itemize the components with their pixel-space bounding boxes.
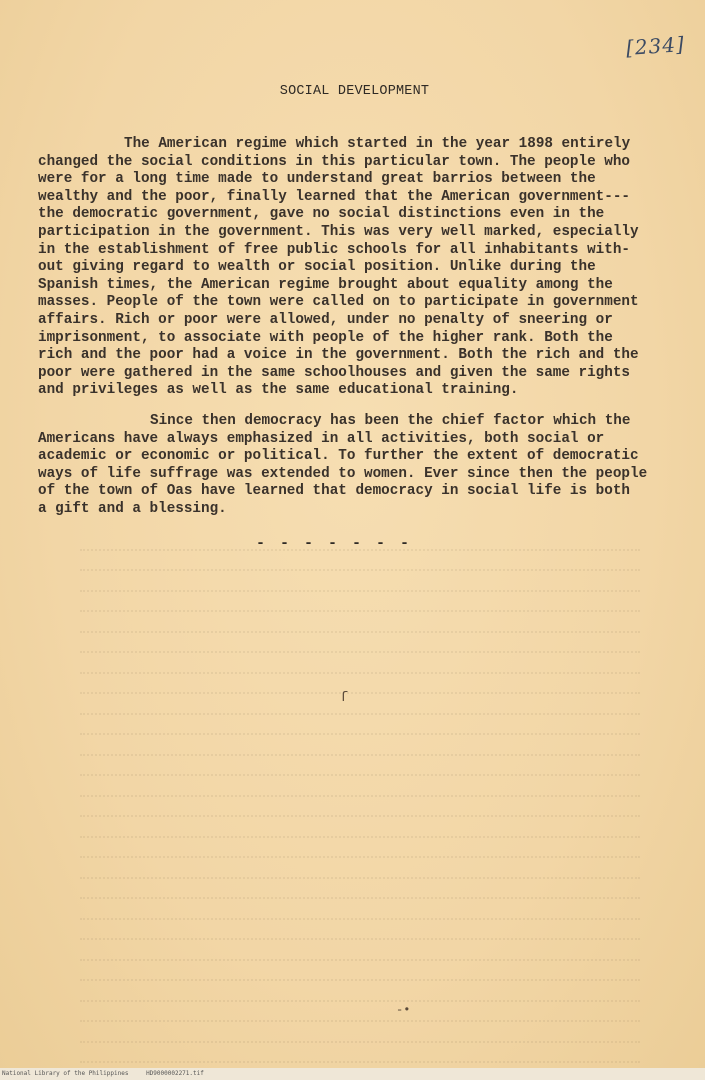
footer-library: National Library of the Philippines	[2, 1070, 129, 1077]
text-line: imprisonment, to associate with people of the higher rank. Both the	[38, 329, 613, 346]
section-divider: - - - - - - -	[256, 535, 413, 552]
text-line: and privileges as well as the same educational training.	[38, 382, 519, 399]
text-line: academic or economic or political. To further the extent of democratic	[38, 448, 639, 465]
text-line: affairs. Rich or poor were allowed, under no penalty of sneering or	[38, 311, 613, 328]
text-line: rich and the poor had a voice in the government. Both the rich and the	[38, 347, 639, 364]
text-line: of the town of Oas have learned that democracy in social life is both	[38, 483, 630, 500]
bleed-through-lines	[80, 530, 640, 1050]
text-line: Spanish times, the American regime brought about equality among the	[38, 276, 613, 293]
text-line: changed the social conditions in this particular town. The people who	[38, 153, 630, 170]
text-line: Since then democracy has been the chief factor which the	[150, 413, 631, 429]
paragraph-1	[38, 136, 660, 400]
ink-mark: ſ	[340, 690, 349, 706]
text-line: participation in the government. This was very well marked, especially	[38, 223, 639, 240]
text-line: Americans have always emphasized in all activities, both social or	[38, 430, 605, 447]
page-title: SOCIAL DEVELOPMENT	[279, 84, 430, 99]
scan-footer	[0, 1068, 705, 1080]
ink-mark: -•	[396, 1003, 411, 1017]
text-line: in the establishment of free public schools for all inhabitants with-	[38, 241, 630, 258]
text-line: the democratic government, gave no social distinctions even in the	[38, 206, 605, 223]
text-line: poor were gathered in the same schoolhouses and given the same rights	[38, 364, 630, 381]
footer-file: HD9000002271.tif	[146, 1070, 204, 1077]
page-number: [234]	[625, 31, 686, 61]
text-line: a gift and a blessing.	[38, 500, 227, 517]
text-line: ways of life suffrage was extended to women. Ever since then the people	[38, 465, 648, 482]
text-line: The American regime which started in the year 1898 entirely	[124, 136, 631, 152]
text-line: wealthy and the poor, finally learned that the American government---	[38, 188, 630, 205]
text-line: masses. People of the town were called on to participate in government	[38, 294, 639, 311]
paragraph-2	[38, 413, 660, 519]
text-line: were for a long time made to understand great barrios between the	[38, 171, 596, 188]
text-line: out giving regard to wealth or social position. Unlike during the	[38, 259, 596, 276]
